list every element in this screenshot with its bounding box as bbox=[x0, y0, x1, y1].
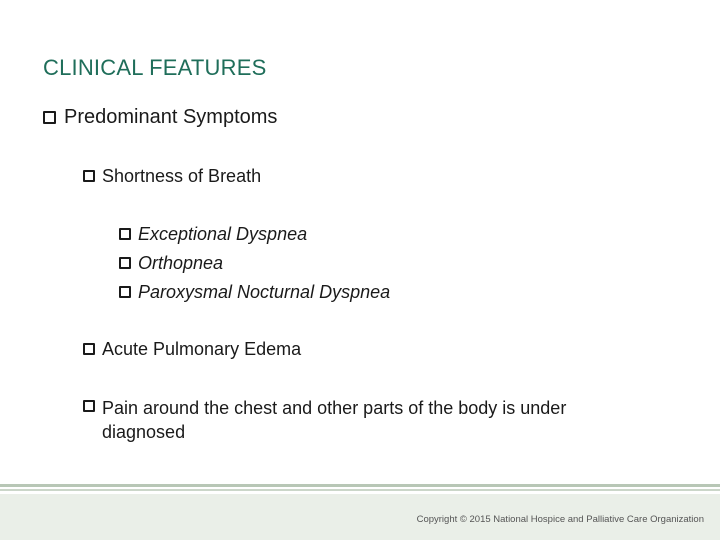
bullet-item bbox=[119, 224, 307, 245]
checkbox-square-icon bbox=[119, 228, 131, 240]
slide-title: CLINICAL FEATURES bbox=[43, 55, 267, 80]
bullet-item bbox=[119, 282, 390, 303]
checkbox-square-icon bbox=[119, 257, 131, 269]
checkbox-square-icon bbox=[83, 170, 95, 182]
bullet-item bbox=[83, 166, 261, 187]
bullet-text: Shortness of Breath bbox=[102, 166, 262, 186]
checkbox-square-icon bbox=[83, 343, 95, 355]
checkbox-square-icon bbox=[83, 400, 95, 412]
bullet-text: Paroxysmal Nocturnal Dyspnea bbox=[138, 282, 391, 302]
bullet-text: Exceptional Dyspnea bbox=[138, 224, 308, 244]
bullet-text: Predominant Symptoms bbox=[64, 106, 278, 128]
bullet-item bbox=[119, 253, 223, 274]
copyright-text: Copyright © 2015 National Hospice and Palliative Care Organization bbox=[416, 514, 704, 525]
footer-divider bbox=[0, 484, 720, 494]
checkbox-square-icon bbox=[119, 286, 131, 298]
bullet-text: Orthopnea bbox=[138, 253, 224, 273]
bullet-text: Acute Pulmonary Edema bbox=[102, 339, 302, 359]
bullet-text: Pain around the chest and other parts of the body is under diagnosed bbox=[102, 398, 567, 442]
bullet-item bbox=[43, 106, 277, 129]
bullet-item bbox=[83, 396, 627, 444]
bullet-item bbox=[83, 339, 301, 360]
checkbox-square-icon bbox=[43, 111, 56, 124]
